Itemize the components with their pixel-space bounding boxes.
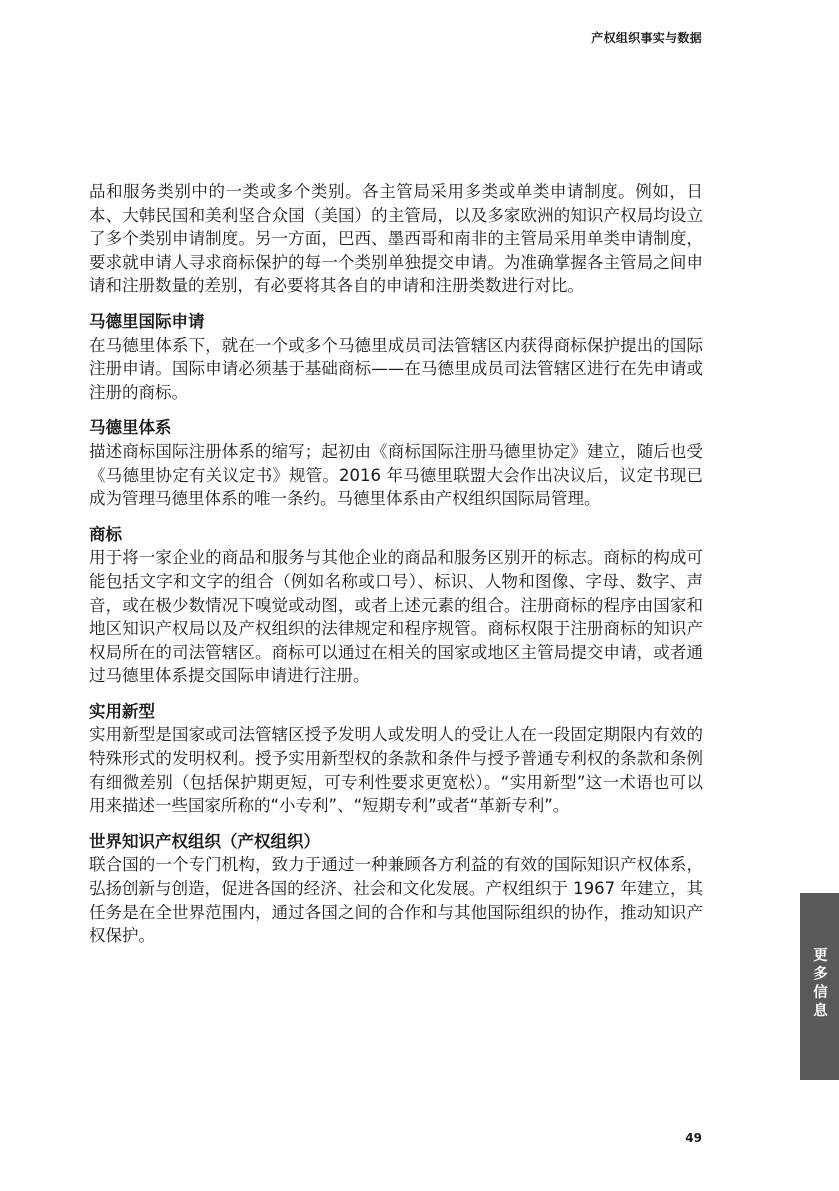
running-header: 产权组织事实与数据: [591, 31, 702, 45]
more-info-tab[interactable]: [800, 893, 839, 1080]
entry-title: 实用新型: [89, 701, 155, 721]
glossary-entry-wipo: [89, 830, 703, 948]
page-number: 49: [685, 1131, 702, 1145]
glossary-entry-madrid-system: [89, 416, 703, 510]
entry-body: 联合国的一个专门机构，致力于通过一种兼顾各方利益的有效的国际知识产权体系，弘扬创新与创造，促进各国的经济、社会和文化发展。产权组织于 1967 年建立，其任务是在全世界范围内，通过各国之间的合作和与其他国际组织的协作，推动知识产权保护。: [89, 855, 703, 946]
entry-title: 马德里体系: [89, 418, 172, 438]
entry-body: 描述商标国际注册体系的缩写；起初由《商标国际注册马德里协定》建立，随后也受《马德里协定有关议定书》规管。2016 年马德里联盟大会作出决议后，议定书现已成为管理马德里体系的唯一条约。马德里体系由产权组织国际局管理。: [89, 441, 703, 509]
entry-body: 实用新型是国家或司法管辖区授予发明人或发明人的受让人在一段固定期限内有效的特殊形式的发明权利。授予实用新型权的条款和条件与授予普通专利权的条款和条例有细微差别（包括保护期更短，可专利性要求更宽松）。“实用新型”这一术语也可以用来描述一些国家所称的“小专利”、“短期专利”或者“革新专利”。: [89, 725, 703, 816]
entry-title: 马德里国际申请: [89, 311, 205, 331]
entry-title: 世界知识产权组织（产权组织）: [89, 831, 320, 851]
glossary-entry-utility-model: [89, 700, 703, 818]
entry-body: 用于将一家企业的商品和服务与其他企业的商品和服务区别开的标志。商标的构成可能包括文字和文字的组合（例如名称或口号）、标识、人物和图像、字母、数字、声音，或在极少数情况下嗅觉或动图，或者上述元素的组合。注册商标的程序由国家和地区知识产权局以及产权组织的法律规定和程序规管。商标权限于注册商标的知识产权局所在的司法管辖区。商标可以通过在相关的国家或地区主管局提交申请，或者通过马德里体系提交国际申请进行注册。: [89, 548, 703, 686]
glossary-entry-trademark: [89, 523, 703, 688]
entry-body: 在马德里体系下，就在一个或多个马德里成员司法管辖区内获得商标保护提出的国际注册申请。国际申请必须基于基础商标——在马德里成员司法管辖区进行在先申请或注册的商标。: [89, 335, 703, 402]
entry-title: 商标: [89, 524, 122, 544]
page-content: [89, 180, 703, 948]
glossary-entry-madrid-application: [89, 310, 703, 404]
more-info-tab-label: 更多信息: [811, 947, 827, 1021]
intro-paragraph: 品和服务类别中的一类或多个类别。各主管局采用多类或单类申请制度。例如，日本、大韩民国和美利坚合众国（美国）的主管局，以及多家欧洲的知识产权局均设立了多个类别申请制度。另一方面，巴西、墨西哥和南非的主管局采用单类申请制度，要求就申请人寻求商标保护的每一个类别单独提交申请。为准确掌握各主管局之间申请和注册数量的差别，有必要将其各自的申请和注册类数进行对比。: [89, 182, 703, 296]
